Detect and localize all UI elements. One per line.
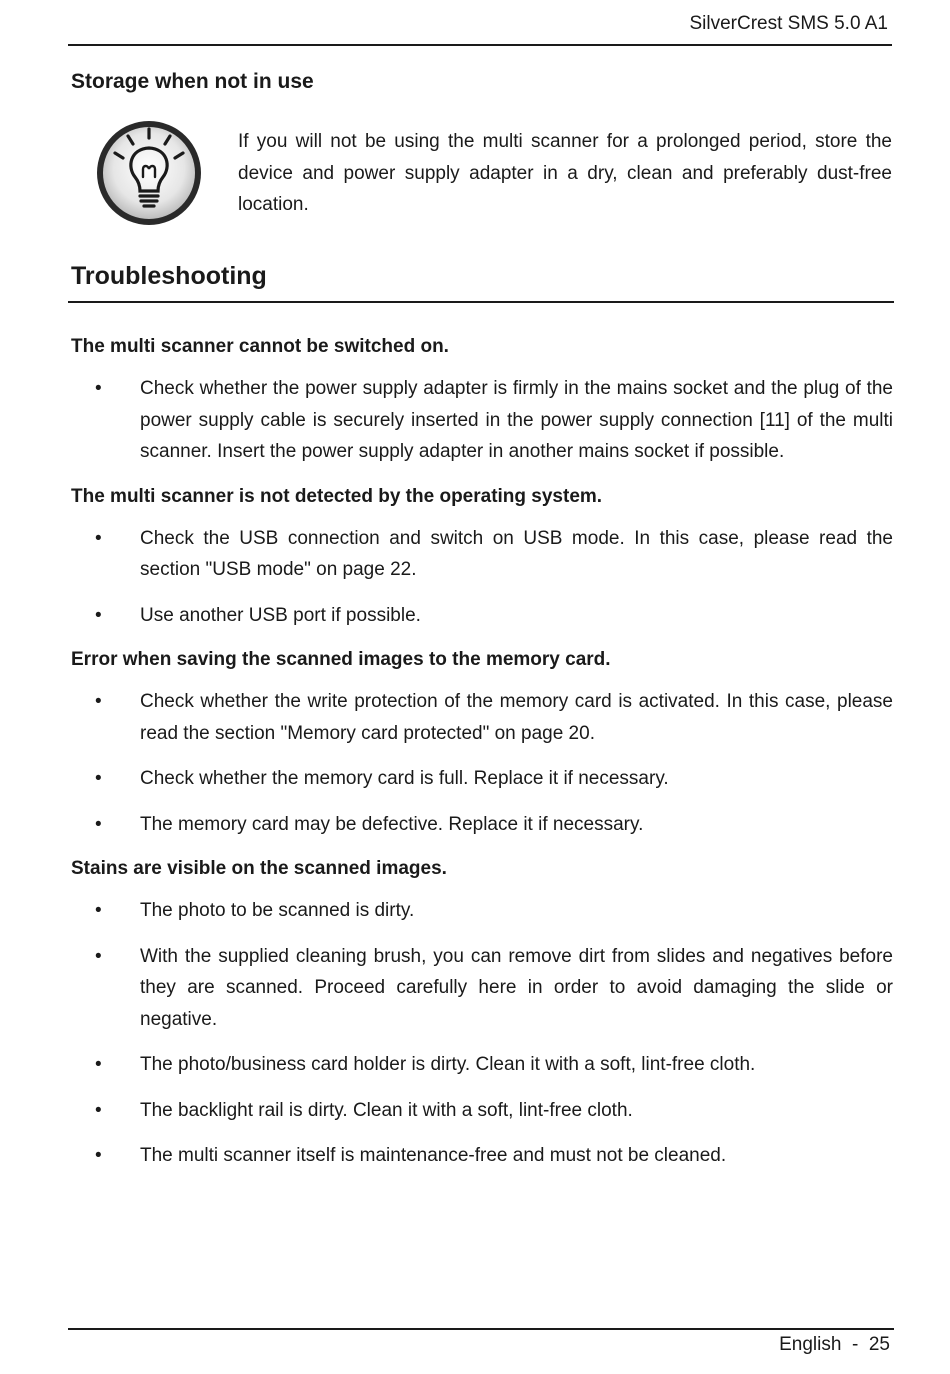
issue-title: The multi scanner is not detected by the operating system. (71, 485, 603, 507)
list-item-text: Check the USB connection and switch on USB mode. In this case, please read the section "USB mode" on page 22. (140, 527, 893, 580)
bullet-icon: • (95, 691, 102, 712)
issue-block (71, 482, 893, 632)
list-item-text: The memory card may be defective. Replace it if necessary. (140, 813, 644, 835)
bullet-icon: • (95, 1145, 102, 1166)
page-header-title: SilverCrest SMS 5.0 A1 (689, 13, 888, 34)
list-item-text: The multi scanner itself is maintenance-free and must not be cleaned. (140, 1145, 727, 1166)
list-item (71, 941, 893, 1036)
list-item-text: Check whether the power supply adapter is firmly in the mains socket and the plug of the power supply cable is securely inserted in the power supply connection [11] of the multi scanner. Insert the power supply adapter in another mains socket if possible. (140, 378, 893, 462)
list-item-text: The backlight rail is dirty. Clean it with a soft, lint-free cloth. (140, 1099, 633, 1121)
list-item-text: The photo to be scanned is dirty. (140, 900, 415, 921)
list-item (71, 1140, 893, 1172)
issue-block (71, 332, 893, 468)
list-item-text: With the supplied cleaning brush, you can remove dirt from slides and negatives before they are scanned. Proceed carefully here in order to avoid damaging the slide or negative. (140, 945, 893, 1030)
header-divider (68, 44, 892, 46)
bullet-icon: • (95, 378, 102, 399)
storage-section-title: Storage when not in use (71, 70, 314, 93)
list-item (71, 895, 893, 927)
list-item-text: Use another USB port if possible. (140, 604, 421, 626)
list-item (71, 686, 893, 749)
list-item (71, 1049, 893, 1081)
list-item (71, 809, 893, 841)
bullet-icon: • (95, 527, 102, 549)
bullet-icon: • (95, 813, 102, 835)
list-item-text: Check whether the write protection of the memory card is activated. In this case, please read the section "Memory card protected" on page 20. (140, 691, 893, 744)
troubleshooting-list (71, 332, 893, 1186)
lightbulb-tip-icon (95, 119, 203, 227)
issue-title: The multi scanner cannot be switched on. (71, 336, 449, 357)
list-item (71, 1095, 893, 1127)
bullet-icon: • (95, 768, 102, 789)
list-item-text: Check whether the memory card is full. Replace it if necessary. (140, 768, 669, 789)
list-item (71, 373, 893, 468)
section-divider (68, 301, 894, 303)
bullet-icon: • (95, 1099, 102, 1121)
list-item (71, 600, 893, 632)
issue-block (71, 645, 893, 840)
storage-paragraph: If you will not be using the multi scanner for a prolonged period, store the device and power supply adapter in a dry, clean and preferably dust-free location. (238, 131, 892, 215)
bullet-icon: • (95, 1054, 102, 1075)
list-item (71, 523, 893, 586)
issue-title: Error when saving the scanned images to the memory card. (71, 649, 611, 670)
footer-divider (68, 1328, 894, 1330)
page-footer: English - 25 (779, 1334, 890, 1355)
issue-title: Stains are visible on the scanned images. (71, 858, 447, 879)
troubleshooting-title: Troubleshooting (71, 262, 267, 290)
list-item (71, 763, 893, 795)
issue-block (71, 854, 893, 1172)
bullet-icon: • (95, 945, 102, 967)
bullet-icon: • (95, 604, 102, 626)
list-item-text: The photo/business card holder is dirty. Clean it with a soft, lint-free cloth. (140, 1054, 756, 1075)
bullet-icon: • (95, 900, 102, 921)
